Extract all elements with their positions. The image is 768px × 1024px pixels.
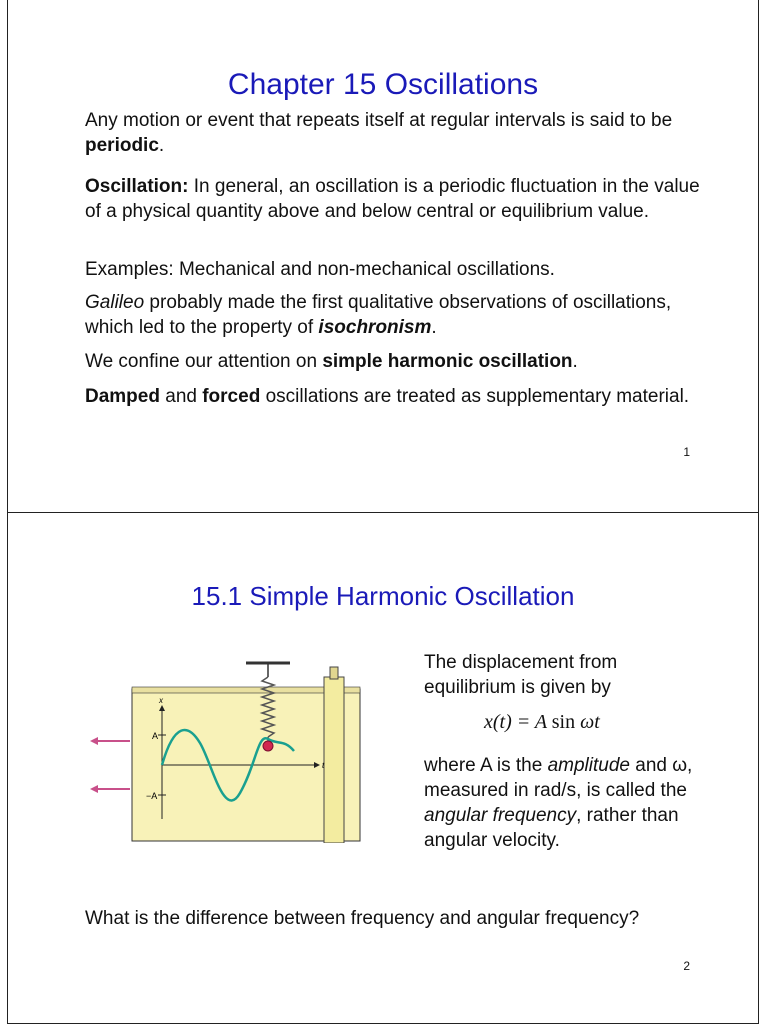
text: probably made the first qualitative observations of oscillations, which led to the property of: [85, 292, 672, 338]
name-galileo: Galileo: [85, 292, 145, 313]
text: In general, an oscillation is a periodic fluctuation in the value of a physical quantity above and below central or equilibrium value.: [85, 176, 700, 222]
term-isochronism: isochronism: [318, 317, 432, 338]
label-x: x: [159, 696, 163, 705]
slide-1: [7, 0, 759, 513]
term-shm: simple harmonic oscillation: [322, 351, 573, 372]
roller-knob: [330, 667, 338, 679]
text: .: [572, 351, 578, 372]
formula: [484, 711, 600, 734]
label-A: A: [152, 731, 159, 741]
text: Any motion or event that repeats itself at regular intervals is said to be: [85, 110, 673, 131]
term-amplitude: amplitude: [547, 755, 630, 776]
paragraph-galileo: [85, 290, 705, 340]
paragraph-oscillation: [85, 174, 705, 224]
label-negA: −A: [146, 791, 158, 801]
paragraph-shm: [85, 349, 705, 374]
paragraph-examples: Examples: Mechanical and non-mechanical oscillations.: [85, 259, 555, 280]
label-t: t: [322, 761, 325, 770]
paragraph-damped: [85, 384, 705, 409]
term-oscillation: Oscillation:: [85, 176, 189, 197]
term-angular-frequency: angular frequency: [424, 805, 577, 826]
text: and: [159, 386, 203, 407]
mass-ball: [263, 741, 273, 751]
term-damped: Damped: [85, 386, 160, 407]
text: .: [158, 135, 165, 156]
slide-2: [7, 512, 759, 1024]
text: , rather than angular velocity.: [424, 805, 679, 851]
formula-lhs: x(t) = A: [484, 711, 552, 733]
page-number: 1: [683, 445, 690, 459]
text: oscillations are treated as supplementary material.: [260, 386, 690, 407]
left-arrow-icon: [90, 785, 98, 793]
oscillation-figure: [88, 653, 406, 843]
question: What is the difference between frequency and angular frequency?: [85, 908, 640, 929]
left-arrow-icon: [90, 737, 98, 745]
roller: [324, 677, 344, 843]
slide-title: Chapter 15 Oscillations: [227, 68, 539, 101]
slide-title: 15.1 Simple Harmonic Oscillation: [191, 581, 575, 611]
amplitude-description: [424, 753, 694, 853]
term-periodic: periodic: [85, 135, 159, 156]
formula-rhs: ωt: [575, 711, 600, 733]
text: and ω, measured in rad/s, is called the: [424, 755, 693, 801]
paragraph-periodic: [85, 108, 705, 158]
term-forced: forced: [202, 386, 261, 407]
displacement-intro: The displacement from equilibrium is given by: [424, 652, 618, 698]
text: where A is the: [424, 755, 548, 776]
formula-fn: sin: [551, 711, 576, 733]
page-number: 2: [683, 959, 690, 973]
text: We confine our attention on: [85, 351, 323, 372]
text: .: [431, 317, 437, 338]
